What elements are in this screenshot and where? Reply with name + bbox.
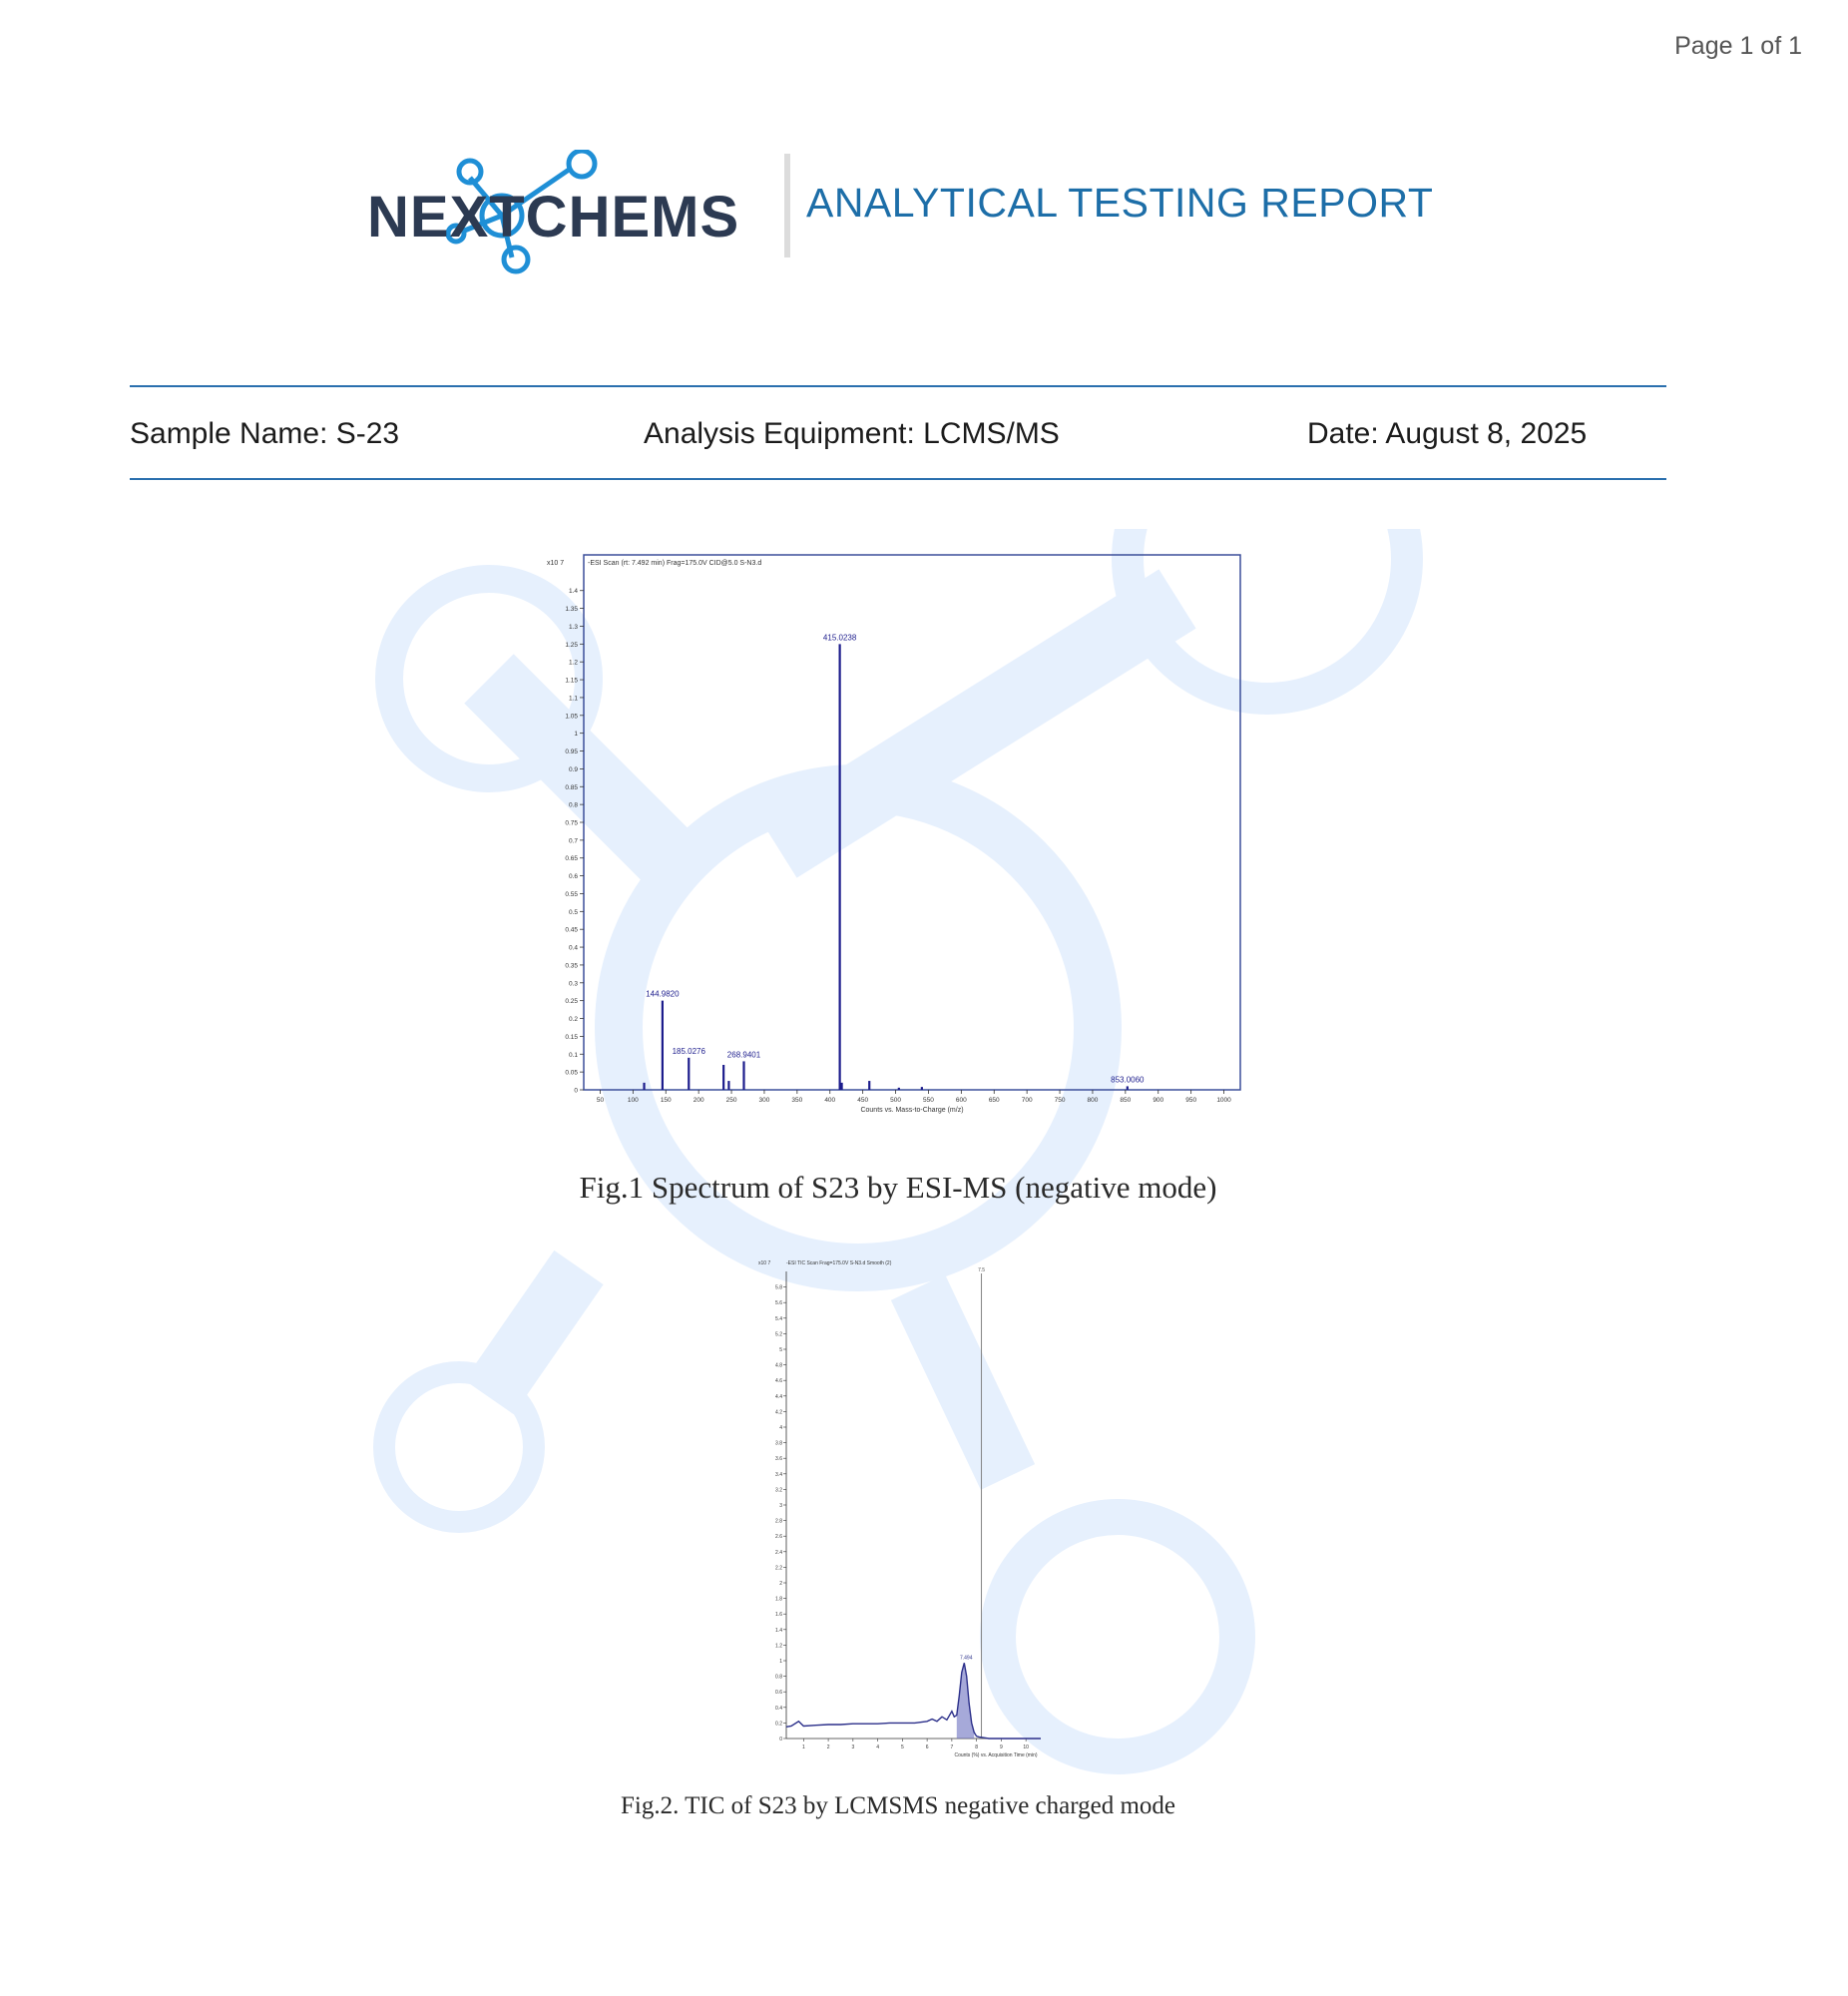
y-tick-label: 2.2 [775,1565,782,1572]
y-tick-label: 1.3 [568,623,578,631]
y-tick-label: 0.3 [568,980,578,988]
top-rule [130,385,1666,387]
plot-frame [584,555,1240,1090]
y-tick-label: 0.35 [565,962,578,970]
x-tick-label: 250 [725,1097,737,1104]
y-tick-label: 1.25 [565,641,578,649]
y-tick-label: 5.8 [775,1284,782,1291]
x-tick-label: 700 [1021,1097,1033,1104]
x-tick-label: 4 [876,1745,879,1750]
figure-1-caption: Fig.1 Spectrum of S23 by ESI-MS (negative mode) [579,1170,1217,1205]
x-tick-label: 750 [1054,1097,1066,1104]
x-tick-label: 650 [988,1097,1000,1104]
page-number: Page 1 of 1 [1674,32,1802,60]
y-tick-label: 1.1 [568,695,578,703]
x-tick-label: 200 [693,1097,704,1104]
y-tick-label: 1 [574,731,578,739]
chart-title: -ESI Scan (rt: 7.492 min) Frag=175.0V CID@5.0 S-N3.d [588,560,762,567]
x-tick-label: 350 [791,1097,803,1104]
logo-wordmark: NEXTCHEMS [367,185,740,250]
y-tick-label: 0.05 [565,1069,578,1077]
y-tick-label: 0.85 [565,783,578,791]
x-tick-label: 2 [826,1745,830,1750]
x-tick-label: 150 [660,1097,672,1104]
x-axis-label: Counts (%) vs. Acquisition Time (min) [954,1752,1038,1758]
y-tick-label: 0.25 [565,998,578,1006]
y-tick-label: 0.95 [565,748,578,756]
y-scale-label: x10 7 [547,560,565,567]
y-tick-label: 0.75 [565,819,578,827]
figure-2-caption: Fig.2. TIC of S23 by LCMSMS negative charged mode [621,1792,1175,1819]
y-tick-label: 4.2 [775,1409,782,1416]
y-tick-label: 0.8 [775,1674,782,1681]
y-tick-label: 5.4 [775,1315,782,1322]
y-tick-label: 4.6 [775,1378,782,1385]
y-tick-label: 0.65 [565,855,578,863]
y-tick-label: 0.6 [775,1690,782,1697]
chart-title: -ESI TIC Scan Frag=175.0V S-N3.d Smooth (2) [786,1260,892,1266]
y-tick-label: 1.35 [565,606,578,614]
y-tick-label: 0.9 [568,765,578,773]
peak-area [957,1663,974,1739]
x-tick-label: 1 [801,1745,805,1750]
x-tick-label: 9 [999,1745,1003,1750]
y-tick-label: 3 [779,1503,782,1509]
y-tick-label: 0.45 [565,926,578,934]
y-tick-label: 3.6 [775,1456,782,1463]
x-tick-label: 6 [925,1745,929,1750]
figure-1-mass-spectrum [544,551,1254,1132]
y-tick-label: 1 [779,1659,782,1665]
y-tick-label: 5 [779,1347,782,1353]
x-tick-label: 400 [824,1097,836,1104]
y-tick-label: 1.8 [775,1596,782,1603]
y-tick-label: 1.2 [775,1643,782,1650]
peak-label: 144.9820 [646,989,680,999]
peak-label: 7.494 [959,1655,973,1662]
x-tick-label: 5 [900,1745,904,1750]
tic-trace-line [786,1663,1041,1739]
y-tick-label: 0 [574,1087,578,1095]
x-tick-label: 7 [950,1745,954,1750]
y-tick-label: 1.15 [565,677,578,685]
y-tick-label: 1.4 [568,588,578,596]
peak-label: 268.9401 [726,1050,761,1060]
y-tick-label: 1.2 [568,659,578,667]
y-tick-label: 0.2 [775,1721,782,1728]
y-tick-label: 0.5 [568,908,578,916]
x-tick-label: 450 [857,1097,869,1104]
y-tick-label: 4.4 [775,1393,782,1400]
y-tick-label: 2.4 [775,1549,782,1556]
y-tick-label: 2.8 [775,1518,782,1525]
y-tick-label: 0.8 [568,801,578,809]
report-title: ANALYTICAL TESTING REPORT [806,180,1434,226]
y-tick-label: 0.4 [775,1705,782,1712]
analysis-equipment: Analysis Equipment: LCMS/MS [644,417,1060,450]
x-tick-label: 300 [758,1097,770,1104]
y-tick-label: 5.6 [775,1300,782,1307]
y-tick-label: 0.55 [565,890,578,898]
y-tick-label: 1.05 [565,713,578,721]
y-tick-label: 5.2 [775,1331,782,1338]
x-tick-label: 850 [1120,1097,1132,1104]
y-tick-label: 0.15 [565,1033,578,1041]
y-tick-label: 3.2 [775,1487,782,1494]
y-tick-label: 0.4 [568,944,578,952]
x-tick-label: 600 [955,1097,967,1104]
x-tick-label: 8 [975,1745,979,1750]
x-axis-label: Counts vs. Mass-to-Charge (m/z) [860,1107,964,1114]
y-tick-label: 0.2 [568,1016,578,1024]
x-tick-label: 50 [596,1097,605,1104]
x-tick-label: 10 [1023,1745,1029,1750]
y-tick-label: 0.6 [568,873,578,881]
x-tick-label: 3 [851,1745,855,1750]
y-tick-label: 1.6 [775,1612,782,1619]
header-divider [784,154,790,257]
x-tick-label: 100 [627,1097,639,1104]
y-tick-label: 3.4 [775,1471,782,1478]
peak-label: 415.0238 [822,633,857,643]
peak-label: 853.0060 [1111,1075,1145,1085]
y-tick-label: 0.7 [568,837,578,845]
x-tick-label: 950 [1185,1097,1197,1104]
peak-label: 185.0276 [672,1046,705,1056]
x-tick-label: 800 [1087,1097,1099,1104]
x-tick-label: 550 [923,1097,934,1104]
y-tick-label: 2 [779,1581,782,1587]
bottom-rule [130,478,1666,480]
y-scale-label: x10 7 [758,1260,771,1266]
figure-2-tic-chromatogram [756,1255,1056,1762]
y-tick-label: 4.8 [775,1362,782,1369]
sample-name: Sample Name: S-23 [130,417,400,450]
time-marker-label: 7.5 [978,1267,986,1273]
nextchems-logo [367,150,776,279]
x-tick-label: 1000 [1216,1097,1231,1104]
report-date: Date: August 8, 2025 [1307,417,1588,450]
y-tick-label: 0 [779,1737,782,1743]
y-tick-label: 1.4 [775,1627,782,1634]
y-tick-label: 2.6 [775,1534,782,1541]
y-tick-label: 0.1 [568,1051,578,1059]
x-tick-label: 500 [890,1097,901,1104]
y-tick-label: 4 [779,1425,782,1431]
y-tick-label: 3.8 [775,1440,782,1447]
x-tick-label: 900 [1153,1097,1164,1104]
